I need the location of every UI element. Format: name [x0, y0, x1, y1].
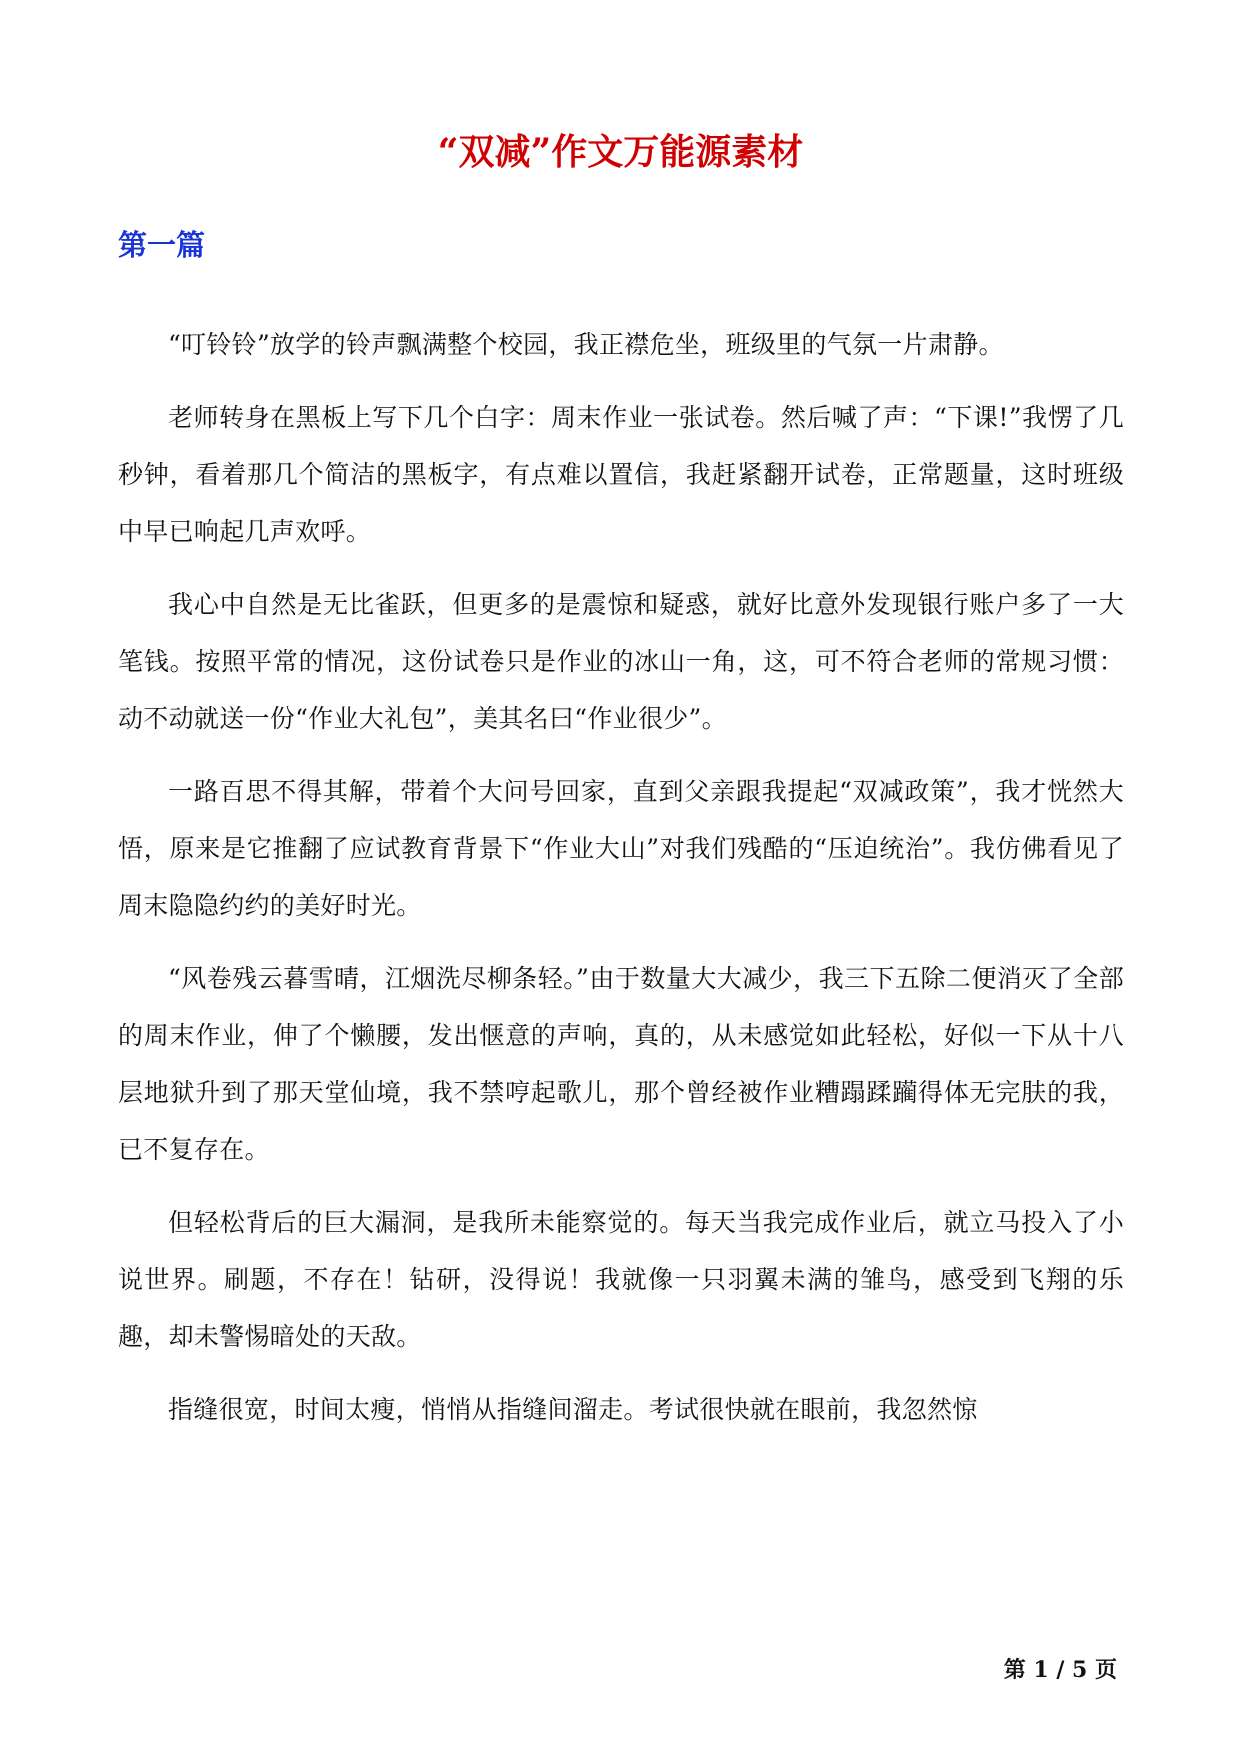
- paragraph: “叮铃铃”放学的铃声飘满整个校园，我正襟危坐，班级里的气氛一片肃静。: [168, 330, 1004, 359]
- section-heading: 第一篇: [118, 228, 206, 262]
- paragraph: 我心中自然是无比雀跃，但更多的是震惊和疑惑，就好比意外发现银行账户多了一大笔钱。按照平常的情况，这份试卷只是作业的冰山一角，这，可不符合老师的常规习惯：动不动就送一份“作业大礼包”，美其名曰“作业很少”。: [118, 590, 1124, 733]
- paragraph: 老师转身在黑板上写下几个白字：周末作业一张试卷。然后喊了声：“下课!”我愣了几秒钟，看着那几个简洁的黑板字，有点难以置信，我赶紧翻开试卷，正常题量，这时班级中早已响起几声欢呼。: [118, 403, 1124, 546]
- document-title: “双减”作文万能源素材: [437, 131, 804, 173]
- body-text: [118, 316, 1124, 1454]
- page-number: 第 1 / 5 页: [1003, 1657, 1117, 1683]
- paragraph: 但轻松背后的巨大漏洞，是我所未能察觉的。每天当我完成作业后，就立马投入了小说世界。刷题，不存在！钻研，没得说！我就像一只羽翼未满的雏鸟，感受到飞翔的乐趣，却未警惕暗处的天敌。: [118, 1208, 1124, 1351]
- paragraph: “风卷残云暮雪晴，江烟洗尽柳条轻。”由于数量大大减少，我三下五除二便消灭了全部的周末作业，伸了个懒腰，发出惬意的声响，真的，从未感觉如此轻松，好似一下从十八层地狱升到了那天堂仙境，我不禁哼起歌儿，那个曾经被作业糟蹋蹂躏得体无完肤的我，已不复存在。: [118, 964, 1124, 1164]
- paragraph: 一路百思不得其解，带着个大问号回家，直到父亲跟我提起“双减政策”，我才恍然大悟，原来是它推翻了应试教育背景下“作业大山”对我们残酷的“压迫统治”。我仿佛看见了周末隐隐约约的美好时光。: [118, 777, 1124, 920]
- paragraph: 指缝很宽，时间太瘦，悄悄从指缝间溜走。考试很快就在眼前，我忽然惊: [168, 1395, 978, 1424]
